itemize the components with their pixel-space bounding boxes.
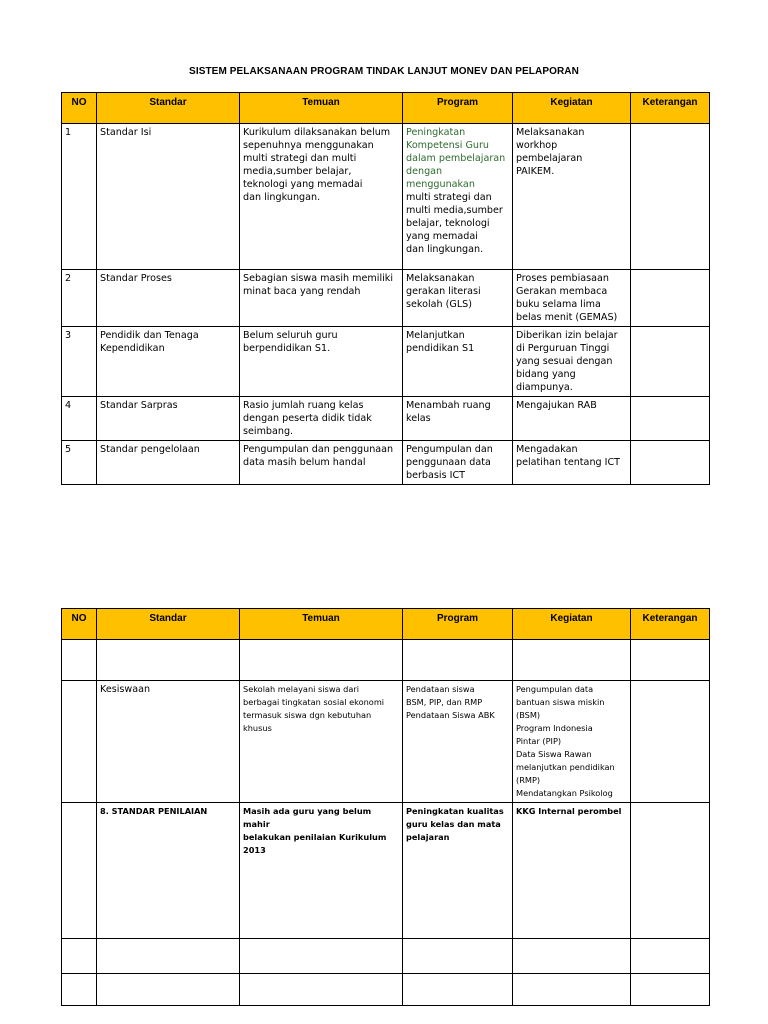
cell-no: 2 <box>62 270 97 327</box>
cell-standar: Standar Sarpras <box>97 397 240 441</box>
header-keterangan: Keterangan <box>631 93 710 124</box>
cell-no <box>62 939 97 974</box>
header-keterangan: Keterangan <box>631 609 710 640</box>
cell-temuan: Pengumpulan dan penggunaan data masih belum handal <box>240 441 403 485</box>
cell-keterangan <box>631 441 710 485</box>
cell-temuan: Sebagian siswa masih memiliki minat baca yang rendah <box>240 270 403 327</box>
header-no: NO <box>62 93 97 124</box>
cell-no: 5 <box>62 441 97 485</box>
cell-keterangan <box>631 974 710 1006</box>
header-temuan: Temuan <box>240 609 403 640</box>
cell-kegiatan <box>513 974 631 1006</box>
table-row <box>62 441 710 485</box>
cell-kegiatan: KKG Internal perombel <box>513 803 631 939</box>
program-text: multi strategi dan multi media,sumber belajar, teknologi yang memadai dan lingkungan. <box>406 192 503 255</box>
cell-kegiatan <box>513 939 631 974</box>
cell-standar <box>97 939 240 974</box>
cell-program: Melaksanakan gerakan literasi sekolah (GLS) <box>403 270 513 327</box>
cell-standar <box>97 640 240 681</box>
cell-program: Peningkatan kualitas guru kelas dan mata pelajaran <box>403 803 513 939</box>
cell-keterangan <box>631 397 710 441</box>
table-row <box>62 397 710 441</box>
cell-kegiatan <box>513 640 631 681</box>
monev-table-1 <box>61 92 710 485</box>
cell-program <box>403 974 513 1006</box>
program-highlight-text: Peningkatan Kompetensi Guru dalam pembelajaran dengan menggunakan <box>406 127 506 190</box>
table-row <box>62 640 710 681</box>
cell-kegiatan: Diberikan izin belajar di Perguruan Tinggi yang sesuai dengan bidang yang diampunya. <box>513 327 631 397</box>
cell-keterangan <box>631 270 710 327</box>
cell-kegiatan: Proses pembiasaan Gerakan membaca buku selama lima belas menit (GEMAS) <box>513 270 631 327</box>
document-title: SISTEM PELAKSANAAN PROGRAM TINDAK LANJUT MONEV DAN PELAPORAN <box>189 66 579 77</box>
table-row <box>62 974 710 1006</box>
cell-temuan: Sekolah melayani siswa dari berbagai tingkatan sosial ekonomi termasuk siswa dgn kebutuhan khusus <box>240 681 403 803</box>
cell-standar: Standar Isi <box>97 124 240 270</box>
table-header-row <box>62 609 710 640</box>
cell-standar <box>97 974 240 1006</box>
cell-program: Pendataan siswa BSM, PIP, dan RMP Pendataan Siswa ABK <box>403 681 513 803</box>
cell-no: 4 <box>62 397 97 441</box>
table-header-row <box>62 93 710 124</box>
cell-temuan <box>240 640 403 681</box>
cell-keterangan <box>631 681 710 803</box>
cell-no: 1 <box>62 124 97 270</box>
monev-table-2 <box>61 608 710 1006</box>
header-kegiatan: Kegiatan <box>513 609 631 640</box>
cell-keterangan <box>631 124 710 270</box>
cell-standar: Kesiswaan <box>97 681 240 803</box>
cell-kegiatan: Mengadakan pelatihan tentang ICT <box>513 441 631 485</box>
cell-no <box>62 974 97 1006</box>
header-temuan: Temuan <box>240 93 403 124</box>
cell-standar: 8. STANDAR PENILAIAN <box>97 803 240 939</box>
header-standar: Standar <box>97 609 240 640</box>
cell-keterangan <box>631 327 710 397</box>
cell-keterangan <box>631 803 710 939</box>
cell-kegiatan: Mengajukan RAB <box>513 397 631 441</box>
cell-program: Pengumpulan dan penggunaan data berbasis ICT <box>403 441 513 485</box>
cell-temuan: Masih ada guru yang belum mahir belakukan penilaian Kurikulum 2013 <box>240 803 403 939</box>
cell-temuan <box>240 974 403 1006</box>
table-row <box>62 327 710 397</box>
cell-temuan <box>240 939 403 974</box>
table-row <box>62 803 710 939</box>
header-no: NO <box>62 609 97 640</box>
cell-temuan: Belum seluruh guru berpendidikan S1. <box>240 327 403 397</box>
table-row <box>62 681 710 803</box>
header-standar: Standar <box>97 93 240 124</box>
table-row <box>62 124 710 270</box>
cell-kegiatan: Pengumpulan data bantuan siswa miskin (BSM) Program Indonesia Pintar (PIP) Data Siswa Rawan melanjutkan pendidikan (RMP) Mendatangkan Psikolog <box>513 681 631 803</box>
cell-no <box>62 681 97 803</box>
cell-temuan: Rasio jumlah ruang kelas dengan peserta didik tidak seimbang. <box>240 397 403 441</box>
table-row <box>62 939 710 974</box>
cell-no <box>62 803 97 939</box>
header-kegiatan: Kegiatan <box>513 93 631 124</box>
cell-program <box>403 124 513 270</box>
cell-no: 3 <box>62 327 97 397</box>
cell-program <box>403 640 513 681</box>
cell-program <box>403 939 513 974</box>
cell-standar: Standar Proses <box>97 270 240 327</box>
cell-no <box>62 640 97 681</box>
header-program: Program <box>403 609 513 640</box>
cell-kegiatan: Melaksanakan workhop pembelajaran PAIKEM. <box>513 124 631 270</box>
cell-program: Menambah ruang kelas <box>403 397 513 441</box>
cell-keterangan <box>631 939 710 974</box>
cell-temuan: Kurikulum dilaksanakan belum sepenuhnya menggunakan multi strategi dan multi media,sumber belajar, teknologi yang memadai dan lingkungan. <box>240 124 403 270</box>
cell-keterangan <box>631 640 710 681</box>
cell-standar: Standar pengelolaan <box>97 441 240 485</box>
table-row <box>62 270 710 327</box>
cell-program: Melanjutkan pendidikan S1 <box>403 327 513 397</box>
header-program: Program <box>403 93 513 124</box>
cell-standar: Pendidik dan Tenaga Kependidikan <box>97 327 240 397</box>
